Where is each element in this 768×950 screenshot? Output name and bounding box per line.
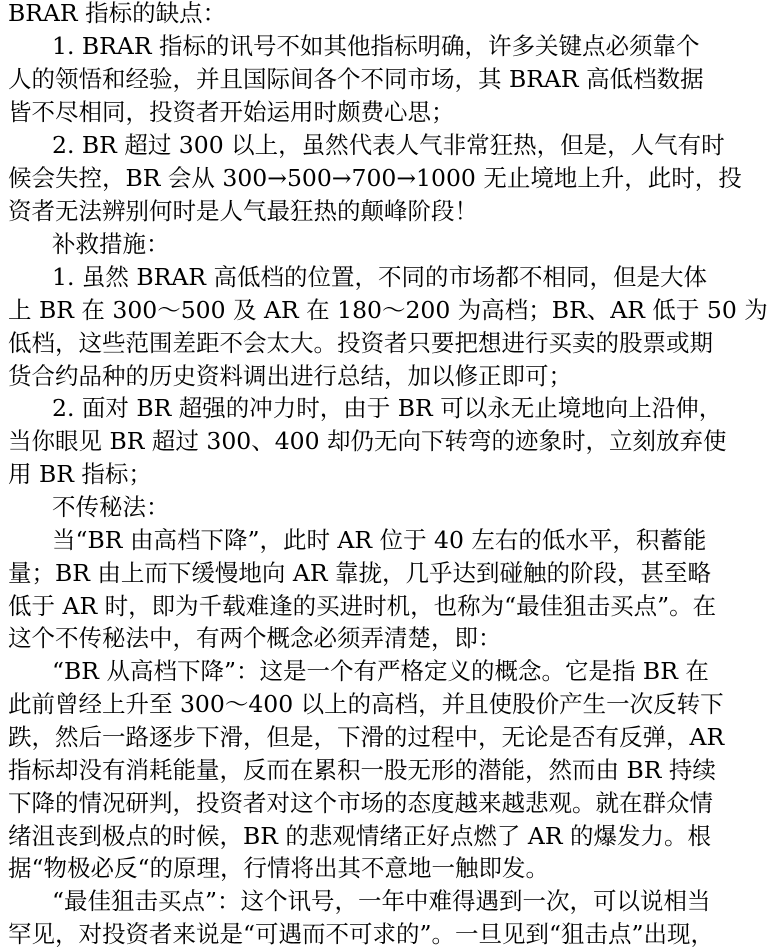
text-line: 跌，然后一路逐步下滑，但是，下滑的过程中，无论是否有反弹，AR: [8, 723, 725, 751]
text-line: 指标却没有消耗能量，反而在累积一股无形的潜能，然而由 BR 持续: [8, 756, 716, 784]
text-line: 资者无法辨别何时是人气最狂热的颠峰阶段！: [8, 197, 478, 225]
text-line: “BR 从高档下降”：这是一个有严格定义的概念。它是指 BR 在: [52, 657, 709, 685]
text-line: 1. 虽然 BRAR 高低档的位置，不同的市场都不相同，但是大体: [52, 263, 707, 291]
text-line: 候会失控，BR 会从 300→500→700→1000 无止境地上升，此时，投: [8, 164, 742, 192]
text-line: 此前曾经上升至 300～400 以上的高档，并且使股价产生一次反转下: [8, 690, 724, 718]
section-heading-remedies: 补救措施：: [52, 230, 170, 258]
text-line: 这个不传秘法中，有两个概念必须弄清楚，即：: [8, 624, 502, 652]
text-line: 上 BR 在 300～500 及 AR 在 180～200 为高档；BR、AR 低于 50 为: [8, 296, 768, 324]
text-line: 用 BR 指标；: [8, 460, 152, 488]
text-line: 低于 AR 时，即为千载难逢的买进时机，也称为“最佳狙击买点”。在: [8, 592, 717, 620]
text-line: 据“物极必反“的原理，行情将出其不意地一触即发。: [8, 854, 550, 882]
section-heading-drawbacks: BRAR 指标的缺点：: [8, 0, 227, 27]
text-line: 1. BRAR 指标的讯号不如其他指标明确，许多关键点必须靠个: [52, 32, 700, 60]
text-line: 绪沮丧到极点的时候，BR 的悲观情绪正好点燃了 AR 的爆发力。根: [8, 822, 712, 850]
text-line: “最佳狙击买点”：这个讯号，一年中难得遇到一次，可以说相当: [52, 887, 711, 915]
text-line: 当你眼见 BR 超过 300、400 却仍无向下转弯的迹象时，立刻放弃使: [8, 427, 727, 455]
text-line: 2. BR 超过 300 以上，虽然代表人气非常狂热，但是，人气有时: [52, 131, 725, 159]
text-line: 货合约品种的历史资料调出进行总结，加以修正即可；: [8, 362, 572, 390]
text-line: 当“BR 由高档下降”，此时 AR 位于 40 左右的低水平，积蓄能: [52, 526, 707, 554]
section-heading-secret-method: 不传秘法：: [52, 493, 170, 521]
text-line: 2. 面对 BR 超强的冲力时，由于 BR 可以永无止境地向上沿伸，: [52, 394, 723, 422]
text-line: 量；BR 由上而下缓慢地向 AR 靠拢，几乎达到碰触的阶段，甚至略: [8, 559, 712, 587]
text-line: 下降的情况研判，投资者对这个市场的态度越来越悲观。就在群众情: [8, 789, 713, 817]
text-line: 皆不尽相同，投资者开始运用时颇费心思；: [8, 98, 455, 126]
text-line: 低档，这些范围差距不会太大。投资者只要把想进行买卖的股票或期: [8, 329, 713, 357]
text-line: 人的领悟和经验，并且国际间各个不同市场，其 BRAR 高低档数据: [8, 65, 704, 93]
text-line: 罕见，对投资者来说是“可遇而不可求的”。一旦见到“狙击点”出现，: [8, 920, 715, 948]
